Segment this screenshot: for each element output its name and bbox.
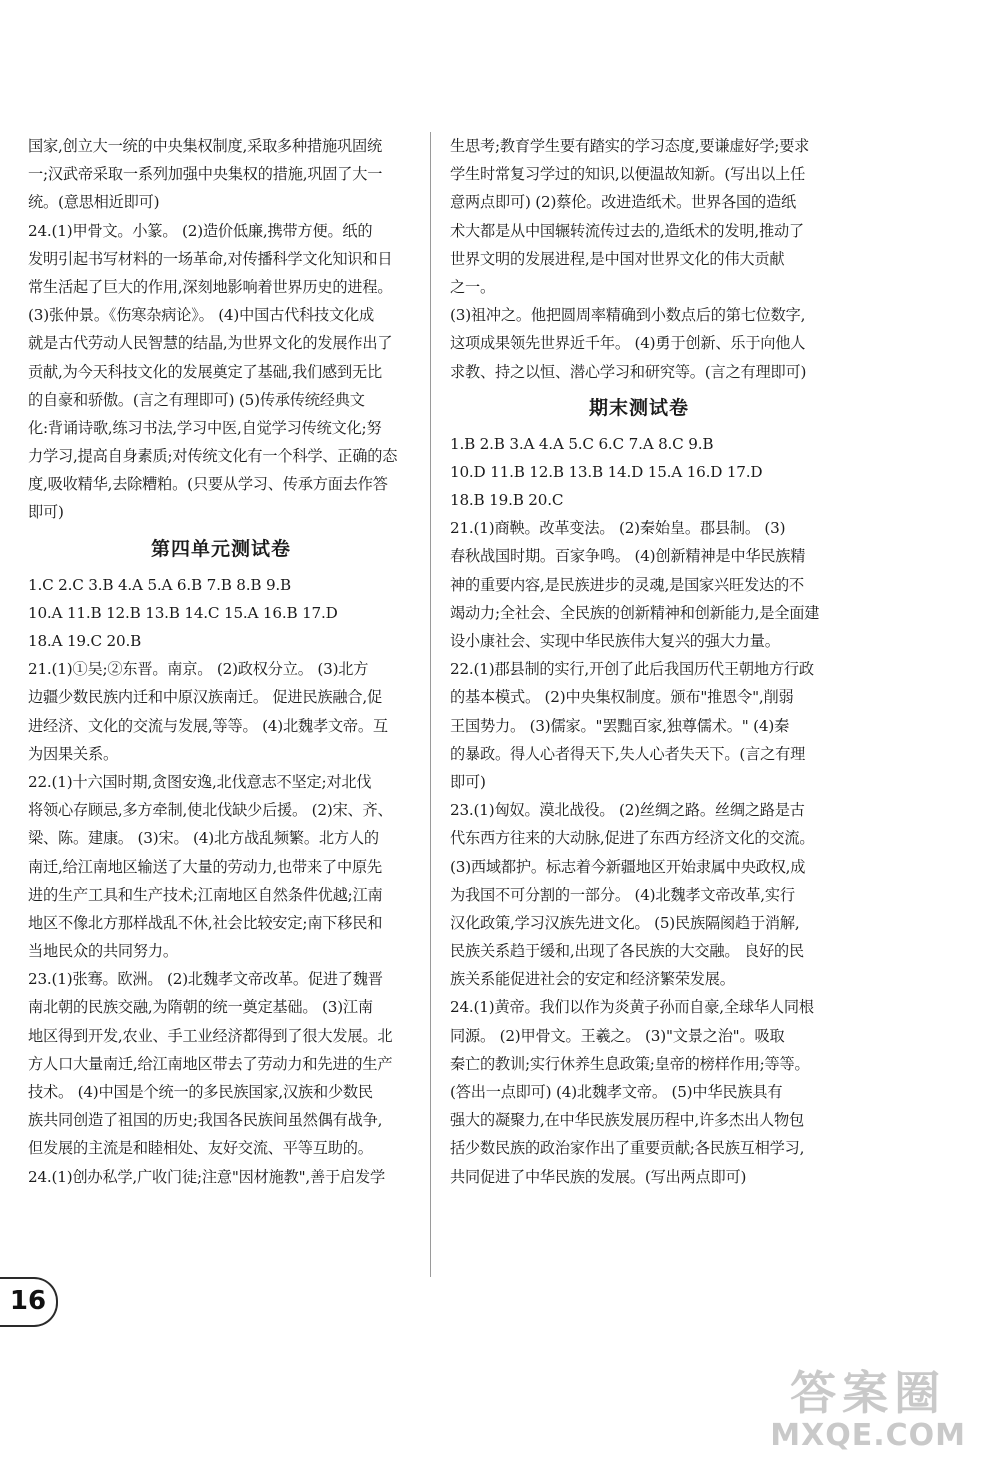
text-line: 边疆少数民族内迁和中原汉族南迁。 促进民族融合,促 <box>28 688 382 707</box>
left-bottom-text <box>28 571 414 1191</box>
left-column <box>28 132 414 1191</box>
text-line: 24.(1)黄帝。我们以作为炎黄子孙而自豪,全球华人同根 <box>450 998 814 1017</box>
text-line: 24.(1)创办私学,广收门徒;注意"因材施教",善于启发学 <box>28 1167 385 1186</box>
text-line: 统。(意思相近即可) <box>28 193 160 212</box>
text-line: 23.(1)匈奴。漠北战役。 (2)丝绸之路。丝绸之路是古 <box>450 801 805 820</box>
text-line: 18.B 19.B 20.C <box>450 491 564 510</box>
text-line: 21.(1)①吴;②东晋。南京。 (2)政权分立。 (3)北方 <box>28 660 369 679</box>
text-line: 神的重要内容,是民族进步的灵魂,是国家兴旺发达的不 <box>450 575 804 594</box>
text-line: 地区不像北方那样战乱不休,社会比较安定;南下移民和 <box>28 913 383 932</box>
text-line: 括少数民族的政治家作出了重要贡献;各民族互相学习, <box>450 1139 805 1158</box>
text-line: (答出一点即可) (4)北魏孝文帝。 (5)中华民族具有 <box>450 1083 783 1101</box>
text-line: 竭动力;全社会、全民族的创新精神和创新能力,是全面建 <box>450 603 820 622</box>
text-line: 一;汉武帝采取一系列加强中央集权的措施,巩固了大一 <box>28 165 383 184</box>
text-line: 南迁,给江南地区输送了大量的劳动力,也带来了中原先 <box>28 857 382 876</box>
text-line: 力学习,提高自身素质;对传统文化有一个科学、正确的态 <box>28 447 398 466</box>
watermark-text: 答案圈 <box>790 1366 947 1420</box>
page-number: 16 <box>0 1277 58 1327</box>
text-line: 18.A 19.C 20.B <box>28 632 142 650</box>
text-line: 为因果关系。 <box>28 744 118 763</box>
text-line: 代东西方往来的大动脉,促进了东西方经济文化的交流。 <box>450 829 815 848</box>
text-line: 地区得到开发,农业、手工业经济都得到了很大发展。北 <box>28 1026 393 1045</box>
text-line: 梁、陈。建康。 (3)宋。 (4)北方战乱频繁。北方人的 <box>28 829 379 848</box>
text-line: 度,吸收精华,去除糟粕。(只要从学习、传承方面去作答 <box>28 475 388 494</box>
text-line: 设小康社会、实现中华民族伟大复兴的强大力量。 <box>450 632 780 650</box>
text-line: 进经济、文化的交流与发展,等等。 (4)北魏孝文帝。互 <box>28 716 388 735</box>
text-line: 24.(1)甲骨文。小篆。 (2)造价低廉,携带方便。纸的 <box>28 221 373 240</box>
text-line: 1.C 2.C 3.B 4.A 5.A 6.B 7.B 8.B 9.B <box>28 575 292 594</box>
text-line: 化:背诵诗歌,练习书法,学习中医,自觉学习传统文化;努 <box>28 418 382 437</box>
text-line: (3)西域都护。标志着今新疆地区开始隶属中央政权,成 <box>450 857 806 876</box>
text-line: 族关系能促进社会的安定和经济繁荣发展。 <box>450 970 735 989</box>
text-line: 22.(1)郡县制的实行,开创了此后我国历代王朝地方行政 <box>450 660 814 679</box>
text-line: 方人口大量南迁,给江南地区带去了劳动力和先进的生产 <box>28 1054 393 1073</box>
text-line: 世界文明的发展进程,是中国对世界文化的伟大贡献 <box>450 249 785 268</box>
watermark-logo <box>770 1367 966 1453</box>
text-line: 当地民众的共同努力。 <box>28 942 178 961</box>
text-line: 就是古代劳动人民智慧的结晶,为世界文化的发展作出了 <box>28 334 393 353</box>
text-line: 10.D 11.B 12.B 13.B 14.D 15.A 16.D 17.D <box>450 462 763 481</box>
text-line: 学生时常复习学过的知识,以便温故知新。(写出以上任 <box>450 165 806 184</box>
text-line: 王国势力。 (3)儒家。"罢黜百家,独尊儒术。" (4)秦 <box>450 716 790 735</box>
text-line: 汉化政策,学习汉族先进文化。 (5)民族隔阂趋于消解, <box>450 913 800 932</box>
text-line: 的基本模式。 (2)中央集权制度。颁布"推恩令",削弱 <box>450 688 794 707</box>
text-line: 21.(1)商鞅。改革变法。 (2)秦始皇。郡县制。 (3) <box>450 519 786 538</box>
text-line: 的自豪和骄傲。(言之有理即可) (5)传承传统经典文 <box>28 390 365 409</box>
text-line: 22.(1)十六国时期,贪图安逸,北伐意志不坚定;对北伐 <box>28 772 372 791</box>
text-line: 同源。 (2)甲骨文。王羲之。 (3)"文景之治"。吸取 <box>450 1026 785 1045</box>
text-line: 共同促进了中华民族的发展。(写出两点即可) <box>450 1167 747 1186</box>
text-line: 发明引起书写材料的一场革命,对传播科学文化知识和日 <box>28 249 393 268</box>
right-column <box>450 132 828 1191</box>
text-line: (3)张仲景。《伤寒杂病论》。 (4)中国古代科技文化成 <box>28 306 374 325</box>
text-line: 术大都是从中国辗转流传过去的,造纸术的发明,推动了 <box>450 221 804 240</box>
text-line: 南北朝的民族交融,为隋朝的统一奠定基础。 (3)江南 <box>28 998 373 1017</box>
text-line: 技术。 (4)中国是个统一的多民族国家,汉族和少数民 <box>28 1083 373 1101</box>
text-line: 即可) <box>28 503 64 522</box>
text-line: 23.(1)张骞。欧洲。 (2)北魏孝文帝改革。促进了魏晋 <box>28 970 383 989</box>
text-line: 民族关系趋于缓和,出现了各民族的大交融。 良好的民 <box>450 942 804 961</box>
text-line: 常生活起了巨大的作用,深刻地影响着世界历史的进程。 <box>28 277 393 296</box>
text-line: 贡献,为今天科技文化的发展奠定了基础,我们感到无比 <box>28 362 382 381</box>
text-line: 10.A 11.B 12.B 13.B 14.C 15.A 16.B 17.D <box>28 603 338 622</box>
text-line: 之一。 <box>450 277 495 296</box>
text-line: 的暴政。得人心者得天下,失人心者失天下。(言之有理 <box>450 744 806 763</box>
text-line: 将领心存顾忌,多方牵制,使北伐缺少后援。 (2)宋、齐、 <box>28 801 393 820</box>
text-line: 族共同创造了祖国的历史;我国各民族间虽然偶有战争, <box>28 1111 383 1130</box>
text-line: 1.B 2.B 3.A 4.A 5.C 6.C 7.A 8.C 9.B <box>450 434 714 453</box>
text-line: 国家,创立大一统的中央集权制度,采取多种措施巩固统 <box>28 137 382 155</box>
right-top-text <box>450 132 828 386</box>
right-bottom-text <box>450 430 828 1191</box>
column-divider <box>430 132 431 1277</box>
section-title-final: 期末测试卷 <box>588 396 689 419</box>
watermark-url: MXQE.COM <box>770 1418 966 1453</box>
text-line: 秦亡的教训;实行休养生息政策;皇帝的榜样作用;等等。 <box>450 1054 810 1073</box>
section-title-unit4: 第四单元测试卷 <box>150 537 291 560</box>
text-line: (3)祖冲之。他把圆周率精确到小数点后的第七位数字, <box>450 306 806 325</box>
text-line: 生思考;教育学生要有踏实的学习态度,要谦虚好学;要求 <box>450 137 810 155</box>
text-line: 这项成果领先世界近千年。 (4)勇于创新、乐于向他人 <box>450 334 806 353</box>
text-line: 进的生产工具和生产技术;江南地区自然条件优越;江南 <box>28 885 383 904</box>
text-line: 春秋战国时期。百家争鸣。 (4)创新精神是中华民族精 <box>450 547 806 566</box>
text-line: 即可) <box>450 772 486 791</box>
text-line: 为我国不可分割的一部分。 (4)北魏孝文帝改革,实行 <box>450 885 795 904</box>
text-line: 求教、持之以恒、潜心学习和研究等。(言之有理即可) <box>450 362 807 381</box>
text-line: 强大的凝聚力,在中华民族发展历程中,许多杰出人物包 <box>450 1111 804 1130</box>
text-line: 但发展的主流是和睦相处、友好交流、平等互助的。 <box>28 1139 373 1158</box>
left-top-text <box>28 132 414 527</box>
text-line: 意两点即可) (2)蔡伦。改进造纸术。世界各国的造纸 <box>450 193 797 212</box>
